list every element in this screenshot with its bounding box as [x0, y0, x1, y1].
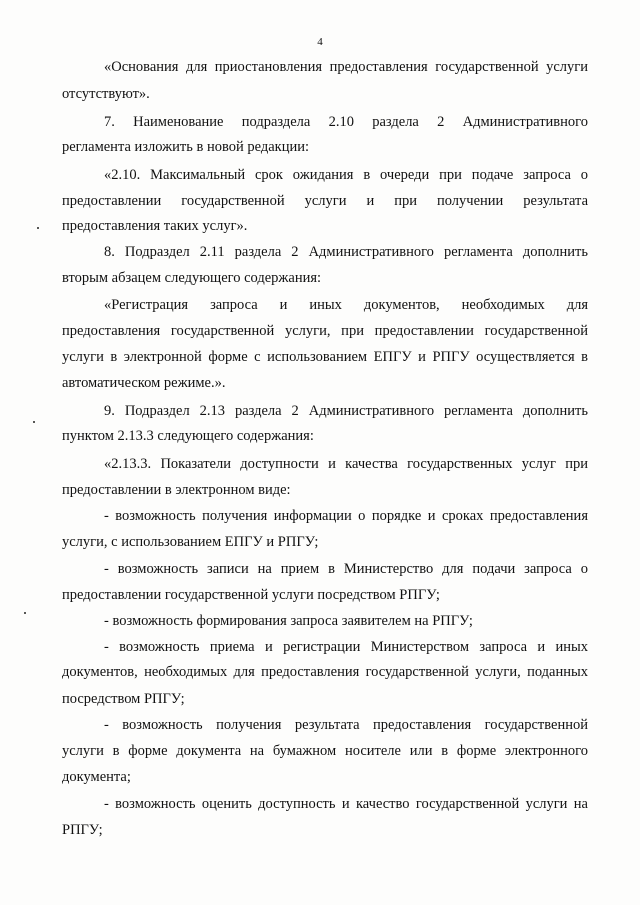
text-line: автоматическом режиме.».: [62, 375, 226, 391]
scan-speck: [33, 421, 35, 423]
text-line: услуги в форме документа на бумажном носителе или в форме электронного: [62, 743, 588, 759]
text-line: регламента изложить в новой редакции:: [62, 139, 310, 155]
text-line: услуги в электронной форме с использованием ЕПГУ и РПГУ осуществляется в: [62, 349, 588, 365]
text-line: 8. Подраздел 2.11 раздела 2 Административного регламента дополнить: [104, 244, 588, 260]
text-line: предоставления государственной услуги, при предоставлении государственной: [62, 323, 588, 339]
text-line: посредством РПГУ;: [62, 691, 185, 707]
text-line: - возможность записи на прием в Министерство для подачи запроса о: [104, 561, 588, 577]
text-line: пунктом 2.13.3 следующего содержания:: [62, 428, 314, 444]
scan-speck: [37, 227, 39, 229]
text-line: «Основания для приостановления предоставления государственной услуги: [104, 59, 588, 75]
text-line: 9. Подраздел 2.13 раздела 2 Административного регламента дополнить: [104, 403, 588, 419]
text-line: - возможность формирования запроса заявителем на РПГУ;: [104, 613, 473, 629]
text-line: отсутствуют».: [62, 86, 150, 102]
text-line: 7. Наименование подраздела 2.10 раздела 2 Административного: [104, 114, 588, 130]
page-number: 4: [317, 36, 323, 48]
text-line: - возможность приема и регистрации Министерством запроса и иных: [104, 639, 588, 655]
text-line: «2.10. Максимальный срок ожидания в очереди при подаче запроса о: [104, 167, 588, 183]
text-line: вторым абзацем следующего содержания:: [62, 270, 322, 286]
text-line: предоставлении государственной услуги посредством РПГУ;: [62, 587, 440, 603]
scan-speck: [24, 612, 26, 614]
text-line: услуги, с использованием ЕПГУ и РПГУ;: [62, 534, 319, 550]
text-line: - возможность оценить доступность и качество государственной услуги на: [104, 796, 588, 812]
text-line: документа;: [62, 769, 131, 785]
text-line: - возможность получения результата предоставления государственной: [104, 717, 588, 733]
text-line: «Регистрация запроса и иных документов, необходимых для: [104, 297, 588, 313]
text-line: документов, необходимых для предоставления государственной услуги, поданных: [62, 664, 588, 680]
text-line: предоставлении государственной услуги и при получении результата: [62, 193, 588, 209]
text-line: РПГУ;: [62, 822, 103, 838]
text-line: предоставлении в электронном виде:: [62, 482, 291, 498]
text-line: - возможность получения информации о порядке и сроках предоставления: [104, 508, 588, 524]
text-line: предоставления таких услуг».: [62, 218, 248, 234]
text-line: «2.13.3. Показатели доступности и качества государственных услуг при: [104, 456, 588, 472]
